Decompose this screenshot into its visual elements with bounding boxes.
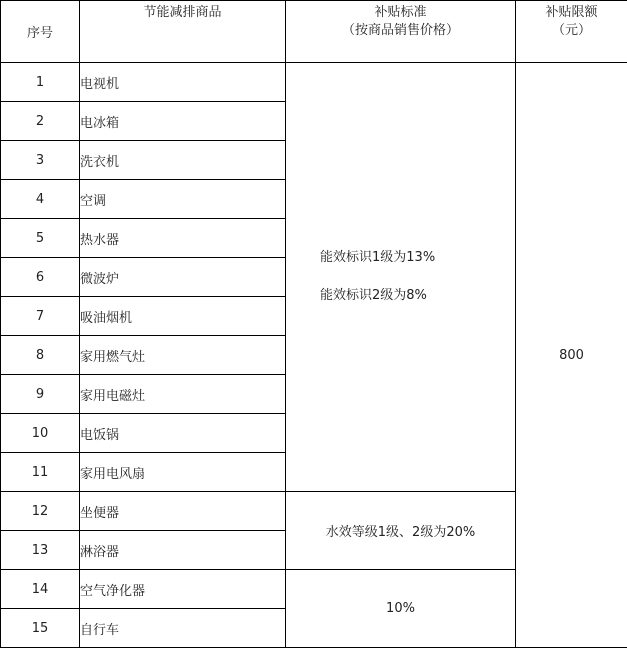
row-seq: 11 <box>1 453 80 492</box>
row-seq: 12 <box>1 492 80 531</box>
row-seq: 13 <box>1 531 80 570</box>
row-product: 空气净化器 <box>80 570 286 609</box>
row-product: 家用电磁灶 <box>80 375 286 414</box>
subsidy-limit-cell: 800 <box>516 63 627 648</box>
row-product: 热水器 <box>80 219 286 258</box>
row-seq: 1 <box>1 63 80 102</box>
row-product: 淋浴器 <box>80 531 286 570</box>
row-product: 电视机 <box>80 63 286 102</box>
header-product: 节能减排商品 <box>80 1 286 63</box>
row-product: 空调 <box>80 180 286 219</box>
row-seq: 3 <box>1 141 80 180</box>
energy-standard-cell <box>286 63 516 492</box>
row-product: 电饭锅 <box>80 414 286 453</box>
header-limit <box>516 1 627 63</box>
energy-level2-standard: 能效标识2级为8% <box>286 286 515 306</box>
table-row <box>1 63 627 102</box>
row-seq: 9 <box>1 375 80 414</box>
row-seq: 4 <box>1 180 80 219</box>
row-product: 自行车 <box>80 609 286 648</box>
header-seq: 序号 <box>1 1 80 63</box>
row-seq: 8 <box>1 336 80 375</box>
header-standard-line2: （按商品销售价格） <box>286 22 515 40</box>
row-product: 电冰箱 <box>80 102 286 141</box>
row-product: 微波炉 <box>80 258 286 297</box>
header-limit-line2: （元） <box>516 22 627 40</box>
row-product: 坐便器 <box>80 492 286 531</box>
row-product: 吸油烟机 <box>80 297 286 336</box>
other-standard-cell: 10% <box>286 570 516 648</box>
header-standard-line1: 补贴标准 <box>286 4 515 22</box>
header-limit-line1: 补贴限额 <box>516 4 627 22</box>
row-seq: 15 <box>1 609 80 648</box>
row-seq: 14 <box>1 570 80 609</box>
row-product: 家用燃气灶 <box>80 336 286 375</box>
water-standard-cell: 水效等级1级、2级为20% <box>286 492 516 570</box>
row-seq: 5 <box>1 219 80 258</box>
row-product: 洗衣机 <box>80 141 286 180</box>
row-seq: 2 <box>1 102 80 141</box>
row-product: 家用电风扇 <box>80 453 286 492</box>
header-row <box>1 1 627 63</box>
energy-level1-standard: 能效标识1级为13% <box>286 248 515 268</box>
row-seq: 6 <box>1 258 80 297</box>
row-seq: 10 <box>1 414 80 453</box>
header-standard <box>286 1 516 63</box>
row-seq: 7 <box>1 297 80 336</box>
